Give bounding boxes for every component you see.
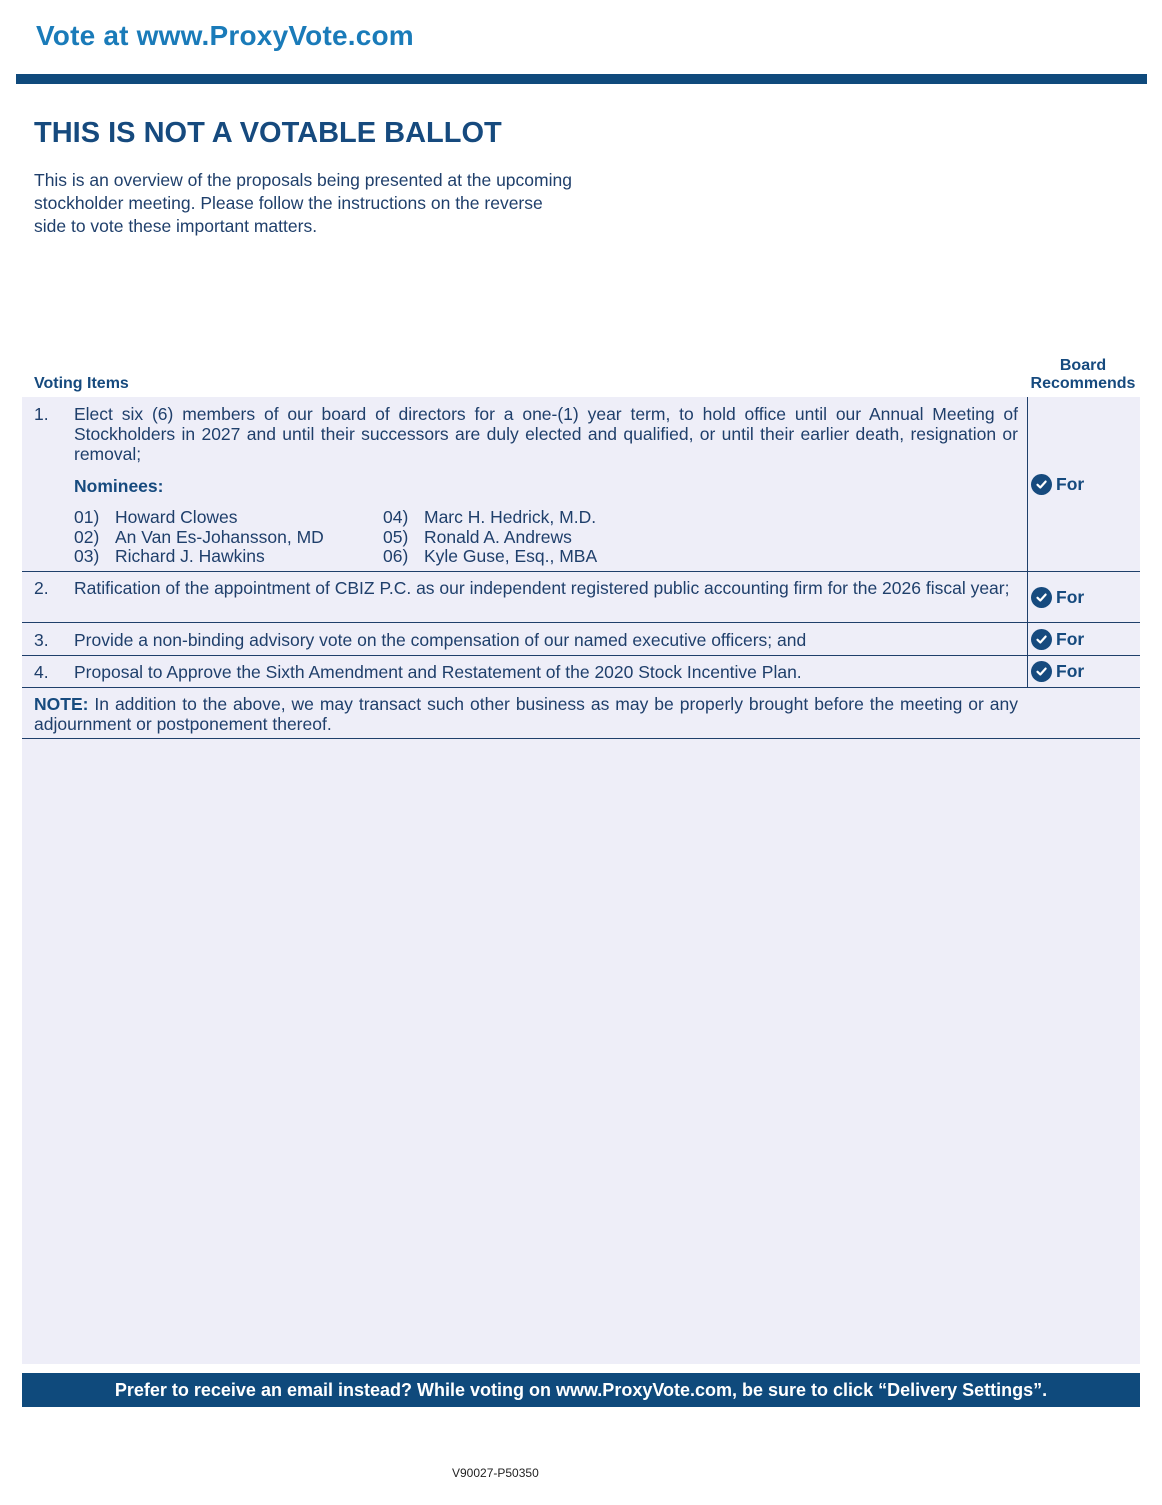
email-delivery-banner [22,1373,1140,1407]
nominee-name: Kyle Guse, Esq., MBA [424,546,598,566]
check-circle-icon [1031,661,1052,682]
note-label: NOTE: [34,694,89,714]
note [34,694,1018,734]
nominees-label: Nominees: [74,476,164,496]
nominee-03 [74,546,265,566]
item-2-recommendation [1031,586,1084,608]
row-divider [22,571,1140,572]
header-divider [16,74,1147,84]
nominee-name: An Van Es-Johansson, MD [115,527,324,547]
nominee-name: Richard J. Hawkins [115,546,265,566]
recommendation-label: For [1056,473,1085,494]
nominee-name: Marc H. Hedrick, M.D. [424,507,597,527]
nominee-name: Ronald A. Andrews [424,527,572,547]
item-3-number: 3. [34,630,49,650]
document-code: V90027-P50350 [452,1466,539,1480]
nominee-04 [383,507,596,527]
nominee-06 [383,546,597,566]
recommendation-label: For [1056,660,1085,681]
check-circle-icon [1031,629,1052,650]
row-divider [22,687,1140,688]
item-2-text: Ratification of the appointment of CBIZ P.C. as our independent registered public accounting firm for the 2026 fiscal year; [74,578,1010,598]
row-divider [22,622,1140,623]
nominee-number: 06) [383,546,409,566]
nominee-01 [74,507,238,527]
item-4-text: Proposal to Approve the Sixth Amendment and Restatement of the 2020 Stock Incentive Plan. [74,662,802,682]
nominee-number: 04) [383,507,409,527]
column-header-board-line1: Board [1059,357,1107,374]
nominee-05 [383,527,572,547]
recommendation-label: For [1056,628,1085,649]
item-3-text: Provide a non-binding advisory vote on the compensation of our named executive officers; and [74,630,807,650]
item-1-number: 1. [34,404,49,424]
nominee-number: 05) [383,527,409,547]
column-header-voting-items: Voting Items [34,375,129,392]
nominee-name: Howard Clowes [115,507,238,527]
item-3-recommendation [1031,628,1084,650]
nominee-number: 03) [74,546,100,566]
column-header-board-recommends [1027,357,1139,393]
note-text: In addition to the above, we may transact such other business as may be properly brought before the meeting or any adjournment or postponement thereof. [34,694,1018,734]
recommendation-label: For [1056,586,1085,607]
check-circle-icon [1031,587,1052,608]
ballot-title: THIS IS NOT A VOTABLE BALLOT [34,117,502,149]
item-2-number: 2. [34,578,49,598]
item-1-recommendation [1031,473,1084,495]
row-divider [22,738,1140,739]
row-divider [22,655,1140,656]
item-4-number: 4. [34,662,49,682]
ballot-intro: This is an overview of the proposals being presented at the upcoming stockholder meeting. Please follow the instructions on the reverse side to vote these important matters. [34,170,572,236]
item-1-text: Elect six (6) members of our board of directors for a one-(1) year term, to hold office until our Annual Meeting of Stockholders in 2027 and until their successors are duly elected and qualified, or until their earlier death, resignation or removal; [74,404,1018,464]
nominee-02 [74,527,324,547]
recommendation-column-divider [1027,397,1028,687]
check-circle-icon [1031,474,1052,495]
column-header-board-line2: Recommends [1030,375,1136,392]
item-4-recommendation [1031,660,1084,682]
email-delivery-text: Prefer to receive an email instead? While voting on www.ProxyVote.com, be sure to click “Delivery Settings”. [114,1379,1048,1400]
vote-url-header: Vote at www.ProxyVote.com [36,20,414,51]
nominee-number: 01) [74,507,100,527]
nominee-number: 02) [74,527,100,547]
